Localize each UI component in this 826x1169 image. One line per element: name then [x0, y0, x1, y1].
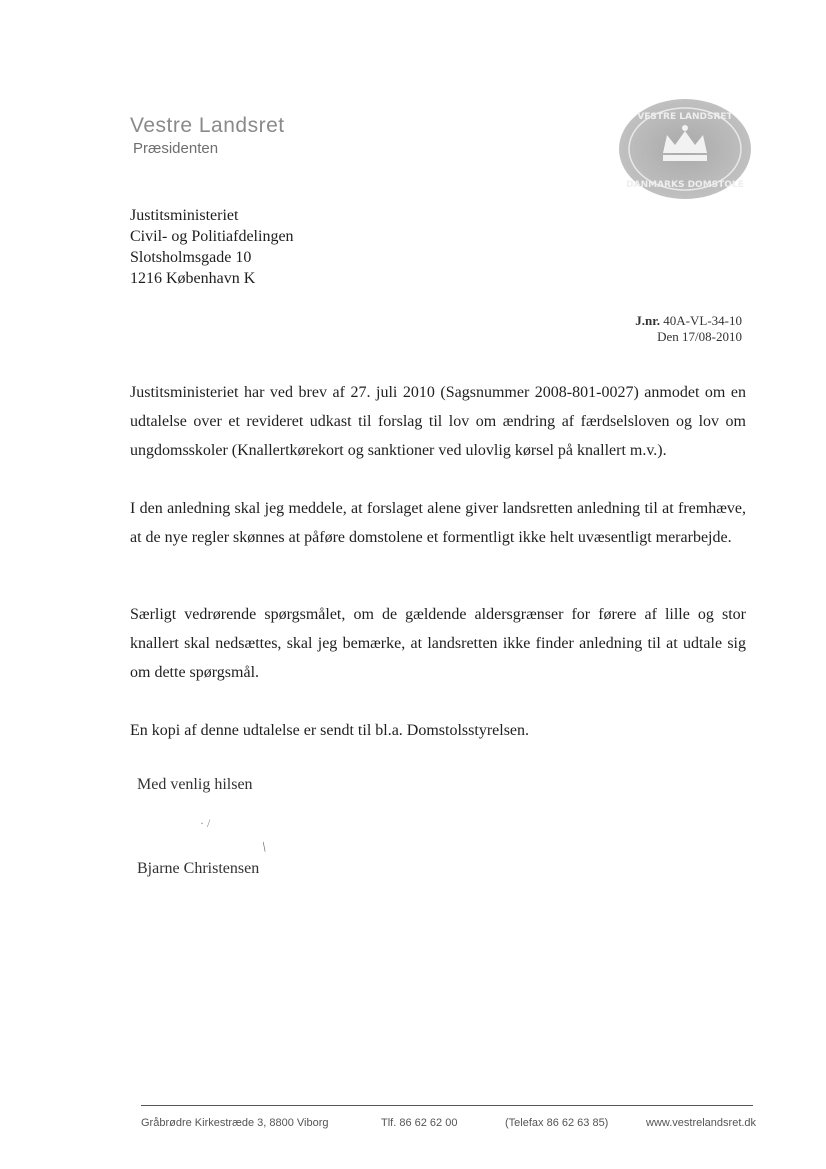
body-paragraph: Justitsministeriet har ved brev af 27. juli 2010 (Sagsnummer 2008-801-0027) anmodet om en udtalelse over et revideret udkast til forslag til lov om ændring af færdselsloven og lov om ungdomsskoler (Knallertkørekort og sanktioner ved ulovlig kørsel på knallert m.v.).	[130, 384, 746, 459]
reference-block	[635, 313, 742, 345]
footer-address: Gråbrødre Kirkestræde 3, 8800 Viborg	[141, 1117, 329, 1129]
signature-mark: · /	[200, 816, 211, 830]
court-name: Vestre Landsret	[130, 114, 285, 137]
footer-phone: Tlf. 86 62 62 00	[381, 1117, 458, 1129]
svg-text:VESTRE LANDSRET: VESTRE LANDSRET	[637, 112, 733, 122]
jnr-value: 40A-VL-34-10	[663, 313, 742, 328]
date-value: 17/08-2010	[682, 329, 742, 344]
footer-website-link[interactable]: www.vestrelandsret.dk	[646, 1117, 757, 1129]
closing-greeting: Med venlig hilsen	[137, 776, 253, 793]
footer-divider	[141, 1105, 753, 1106]
recipient-address	[130, 205, 294, 289]
svg-text:DANMARKS DOMSTOLE: DANMARKS DOMSTOLE	[626, 180, 744, 190]
jnr-label: J.nr.	[635, 313, 661, 328]
court-seal-stamp	[613, 95, 753, 205]
body-paragraph: En kopi af denne udtalelse er sendt til bl.a. Domstolsstyrelsen.	[130, 722, 530, 739]
office-title: Præsidenten	[133, 140, 219, 157]
signer-name: Bjarne Christensen	[137, 860, 260, 877]
recipient-line: Civil- og Politiafdelingen	[130, 228, 294, 245]
signature-mark: /	[259, 840, 271, 856]
footer-fax: (Telefax 86 62 63 85)	[505, 1117, 609, 1129]
body-paragraph: Særligt vedrørende spørgsmålet, om de gældende aldersgrænser for førere af lille og stor knallert skal nedsættes, skal jeg bemærke, at landsretten ikke finder anledning til at udtale sig om dette spørgsmål.	[130, 606, 746, 681]
recipient-line: 1216 København K	[130, 270, 256, 287]
date-label: Den	[657, 329, 679, 344]
recipient-line: Justitsministeriet	[130, 207, 239, 224]
recipient-line: Slotsholmsgade 10	[130, 249, 252, 266]
body-paragraph: I den anledning skal jeg meddele, at forslaget alene giver landsretten anledning til at fremhæve, at de nye regler skønnes at påføre domstolene et formentligt ikke helt uvæsentligt merarbejde.	[130, 500, 746, 546]
